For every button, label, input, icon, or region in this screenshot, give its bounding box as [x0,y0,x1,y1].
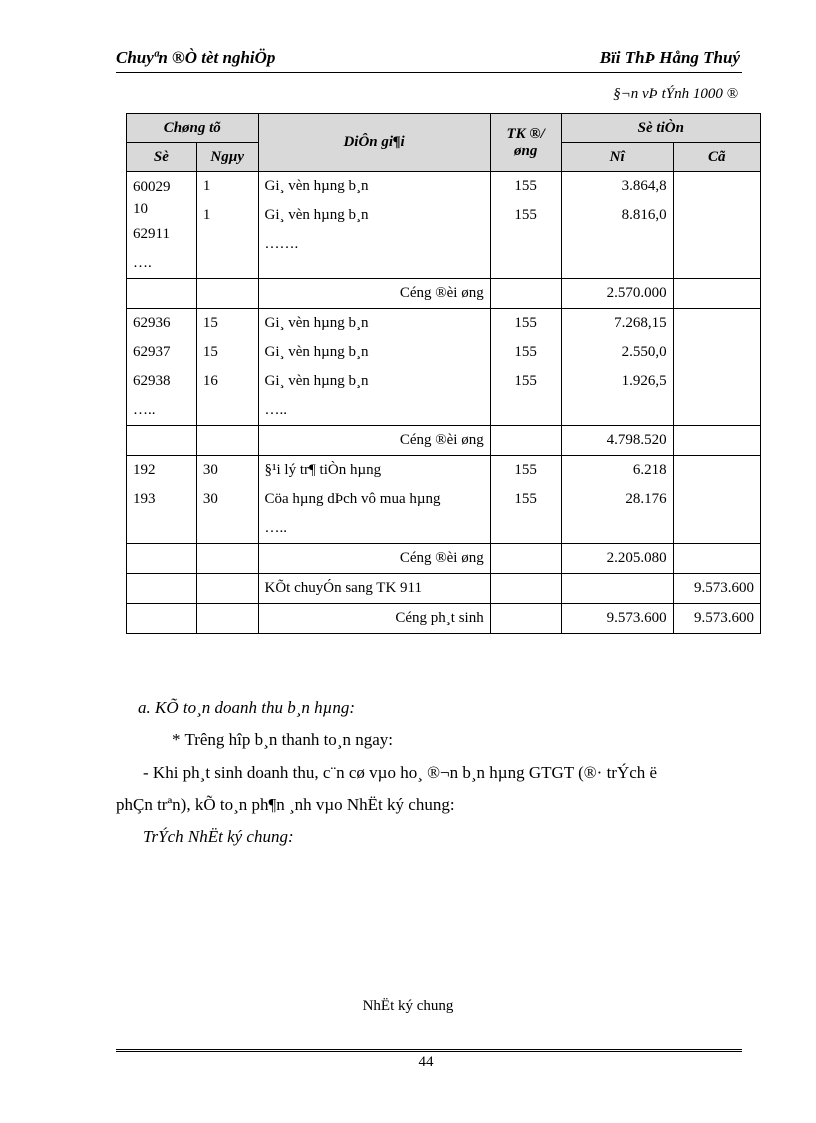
amount-header: Sè tiÒn [561,114,760,143]
voucher-date: 1 [202,178,211,194]
paragraph-line: - Khi ph¸t sinh doanh thu, c¨n cø vµo ho¸ ®¬n b¸n hµng GTGT (®· trÝch ë [143,763,658,782]
debit-cell [561,309,673,426]
number-header: Sè [127,143,197,172]
table-row [127,309,761,426]
voucher-number: 192 [133,462,156,478]
grand-total-credit: 9.573.600 [673,604,760,634]
voucher-number: …. [133,255,152,271]
voucher-number: 10 [133,201,148,217]
voucher-date: 30 [202,462,218,478]
description-line: §¹i lý tr¶ tiÒn hµng [264,462,382,478]
subtotal-label: Céng ®èi øng [258,544,490,574]
tk-value: 155 [514,178,537,194]
voucher-date: 1 [202,207,211,223]
page-number: 44 [418,1054,434,1070]
paragraph-line: phÇn trªn), kÕ to¸n ph¶n ¸nh vµo NhËt ký chung: [116,795,455,814]
journal-title: NhËt ký chung [362,998,454,1014]
credit-cell [673,309,760,426]
credit-cell [673,172,760,279]
voucher-number: ….. [133,402,156,418]
unit-note: §¬n vÞ tÝnh 1000 ® [613,86,738,102]
debit-value: 28.176 [625,491,667,507]
tk-cell [490,456,561,544]
description-line: ……. [264,236,299,252]
description-line: Gi¸ vèn hµng b¸n [264,207,369,223]
debit-value: 3.864,8 [621,178,667,194]
document-header-left: Chuyªn ®Ò tèt nghiÖp [116,48,276,67]
description-line: Gi¸ vèn hµng b¸n [264,315,369,331]
transfer-row [127,574,761,604]
voucher-date-cell [196,309,258,426]
tk-value: 155 [514,344,537,360]
tk-value: 155 [514,207,537,223]
description-cell [258,309,490,426]
subtotal-row [127,544,761,574]
subtotal-debit: 4.798.520 [561,426,673,456]
voucher-number-cell [127,309,197,426]
subtotal-row [127,426,761,456]
section-heading: a. KÕ to¸n doanh thu b¸n hµng: [138,698,356,717]
voucher-date: 30 [202,491,218,507]
subtotal-label: Céng ®èi øng [258,279,490,309]
voucher-date: 16 [202,373,218,389]
description-line: Cöa hµng dÞch vô mua hµng [264,491,441,507]
description-line: Gi¸ vèn hµng b¸n [264,344,369,360]
voucher-number: 62938 [133,373,171,389]
voucher-number-cell [127,456,197,544]
debit-cell [561,456,673,544]
description-cell [258,172,490,279]
excerpt-label: TrÝch NhËt ký chung: [143,827,294,846]
voucher-number: 62937 [133,344,171,360]
voucher-date-cell [196,172,258,279]
document-header-right: Bïi ThÞ Hång Thuý [599,48,740,67]
table-row [127,456,761,544]
description-line: ….. [264,402,287,418]
transfer-label: KÕt chuyÓn sang TK 911 [258,574,490,604]
tk-cell [490,309,561,426]
tk-header: TK ®/øng [490,114,561,172]
voucher-number-cell [127,172,197,279]
voucher-header: Chøng tõ [127,114,259,143]
description-line: ….. [264,520,287,536]
debit-value: 8.816,0 [621,207,667,223]
subtotal-debit: 2.570.000 [561,279,673,309]
debit-value: 1.926,5 [621,373,667,389]
transfer-credit: 9.573.600 [673,574,760,604]
debit-header: Nî [561,143,673,172]
voucher-number: 62936 [133,315,171,331]
description-header: DiÔn gi¶i [258,114,490,172]
description-line: Gi¸ vèn hµng b¸n [264,178,369,194]
voucher-number: 193 [133,491,156,507]
description-cell [258,456,490,544]
tk-value: 155 [514,491,537,507]
debit-value: 7.268,15 [614,315,667,331]
table-row [127,172,761,279]
subtotal-label: Céng ®èi øng [258,426,490,456]
ledger-table [126,113,761,634]
debit-cell [561,172,673,279]
debit-value: 6.218 [632,462,667,478]
voucher-date: 15 [202,344,218,360]
tk-value: 155 [514,315,537,331]
grand-total-debit: 9.573.600 [561,604,673,634]
voucher-number: 60029 [133,179,171,195]
description-line: Gi¸ vèn hµng b¸n [264,373,369,389]
subtotal-debit: 2.205.080 [561,544,673,574]
credit-cell [673,456,760,544]
voucher-date: 15 [202,315,218,331]
tk-value: 155 [514,373,537,389]
subtotal-row [127,279,761,309]
voucher-date-cell [196,456,258,544]
date-header: Ngµy [196,143,258,172]
header-divider [116,72,742,73]
credit-header: Cã [673,143,760,172]
case-line: * Trêng hîp b¸n thanh to¸n ngay: [172,730,393,749]
grand-total-label: Céng ph¸t sinh [258,604,490,634]
tk-cell [490,172,561,279]
debit-value: 2.550,0 [621,344,667,360]
tk-value: 155 [514,462,537,478]
grand-total-row [127,604,761,634]
voucher-number: 62911 [133,226,170,242]
